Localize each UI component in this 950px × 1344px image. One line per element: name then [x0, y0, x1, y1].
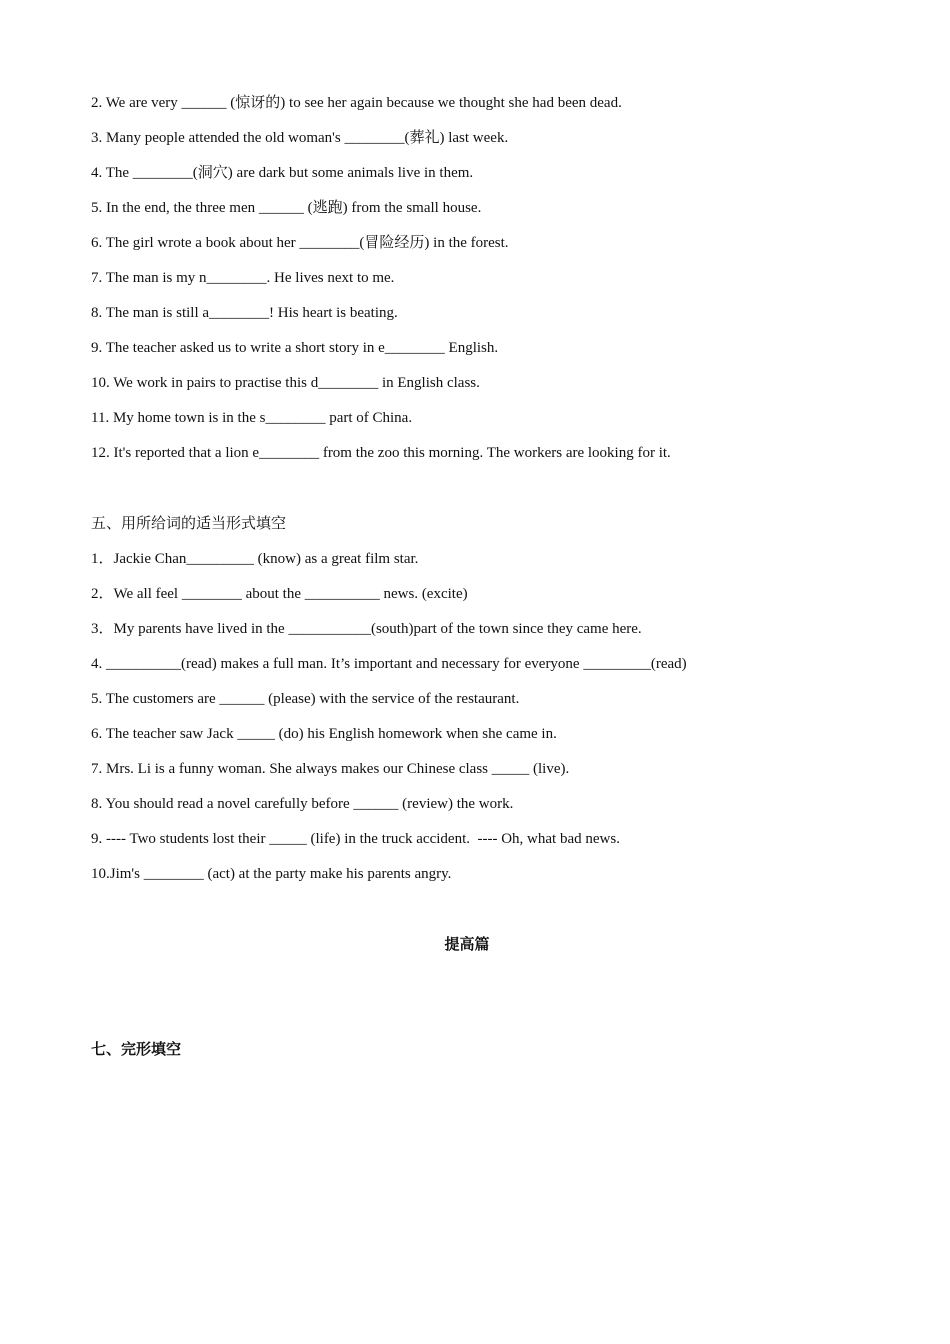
exercise-item-5-9: 9. ---- Two students lost their _____ (life) in the truck accident. ---- Oh, what bad news.: [91, 831, 620, 847]
exercise-item-5-8: 8. You should read a novel carefully before ______ (review) the work.: [91, 796, 514, 812]
exercise-item-4-7: 7. The man is my n________. He lives next to me.: [91, 270, 395, 286]
exercise-item-5-7: 7. Mrs. Li is a funny woman. She always makes our Chinese class _____ (live).: [91, 761, 570, 777]
exercise-item-5-10: 10.Jim's ________ (act) at the party make his parents angry.: [91, 866, 452, 882]
exercise-item-5-2: 2．We all feel ________ about the __________ news. (excite): [91, 586, 468, 602]
exercise-item-4-4: 4. The ________(洞穴) are dark but some animals live in them.: [91, 165, 474, 181]
exercise-item-4-11: 11. My home town is in the s________ part of China.: [91, 410, 413, 426]
exercise-item-5-5: 5. The customers are ______ (please) with the service of the restaurant.: [91, 691, 520, 707]
exercise-item-4-9: 9. The teacher asked us to write a short story in e________ English.: [91, 340, 499, 356]
exercise-item-4-10: 10. We work in pairs to practise this d________ in English class.: [91, 375, 480, 391]
exercise-item-4-6: 6. The girl wrote a book about her ________(冒险经历) in the forest.: [91, 235, 509, 251]
section-heading-part-seven: 七、完形填空: [91, 1040, 182, 1058]
exercise-item-4-8: 8. The man is still a________! His heart is beating.: [91, 305, 398, 321]
exercise-item-5-6: 6. The teacher saw Jack _____ (do) his English homework when she came in.: [91, 726, 557, 742]
exercise-item-4-5: 5. In the end, the three men ______ (逃跑) from the small house.: [91, 200, 482, 216]
advanced-section-title: 提高篇: [444, 935, 490, 953]
exercise-item-4-12: 12. It's reported that a lion e________ from the zoo this morning. The workers are looking for it.: [91, 445, 671, 461]
section-heading-part-five: 五、用所给词的适当形式填空: [91, 514, 287, 532]
exercise-item-4-2: 2. We are very ______ (惊讶的) to see her again because we thought she had been dead.: [91, 95, 622, 111]
exercise-item-4-3: 3. Many people attended the old woman's ________(葬礼) last week.: [91, 130, 509, 146]
exercise-item-5-3: 3．My parents have lived in the ___________(south)part of the town since they came here.: [91, 621, 642, 637]
exercise-item-5-4: 4. __________(read) makes a full man. It’s important and necessary for everyone _________(read): [91, 656, 687, 672]
exercise-item-5-1: 1．Jackie Chan_________ (know) as a great film star.: [91, 551, 419, 567]
